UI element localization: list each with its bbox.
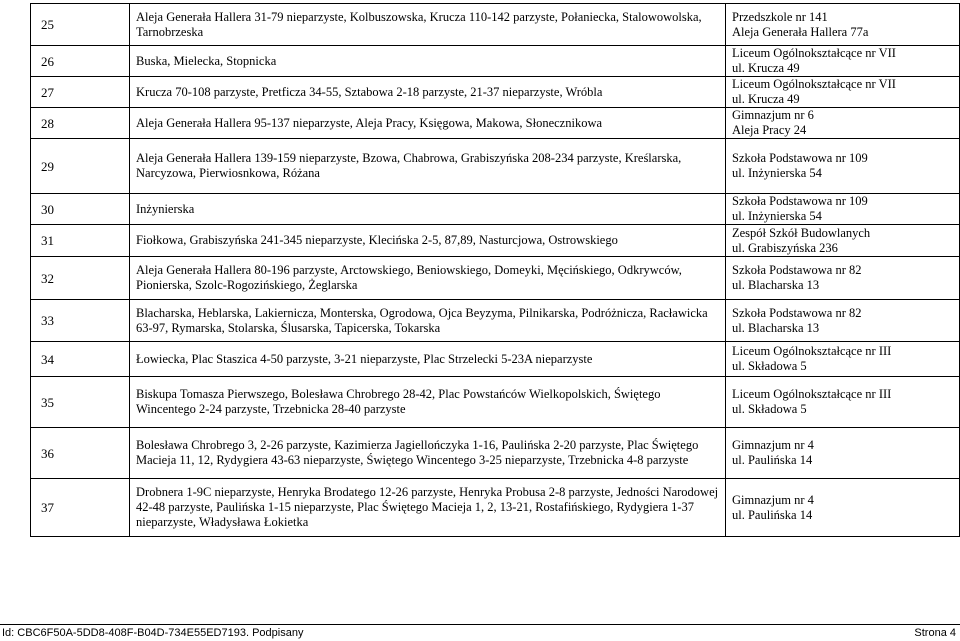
school-cell bbox=[726, 46, 960, 77]
school-name: Przedszkole nr 141 bbox=[732, 9, 828, 24]
street-list: Aleja Generała Hallera 31-79 nieparzyste, Kolbuszowska, Krucza 110-142 parzyste, Połaniecka, Stalowowolska, Tarnobrzeska bbox=[130, 4, 726, 46]
school-address: ul. Składowa 5 bbox=[732, 359, 807, 373]
school-address: ul. Składowa 5 bbox=[732, 402, 807, 416]
table-row bbox=[31, 377, 960, 428]
school-name: Liceum Ogólnokształcące nr III bbox=[732, 387, 892, 401]
table-body bbox=[31, 4, 960, 537]
table-row bbox=[31, 225, 960, 257]
row-number: 28 bbox=[31, 108, 130, 139]
row-number: 26 bbox=[31, 46, 130, 77]
school-name: Liceum Ogólnokształcące nr III bbox=[732, 344, 892, 358]
street-list: Fiołkowa, Grabiszyńska 241-345 nieparzyste, Klecińska 2-5, 87,89, Nasturcjowa, Ostrowskiego bbox=[130, 225, 726, 257]
table-row bbox=[31, 139, 960, 194]
page-footer bbox=[0, 624, 960, 641]
street-list: Aleja Generała Hallera 139-159 nieparzyste, Bzowa, Chabrowa, Grabiszyńska 208-234 parzyste, Kreślarska, Narcyzowa, Pierwiosnkowa, Różana bbox=[130, 139, 726, 194]
school-name: Gimnazjum nr 4 bbox=[732, 438, 814, 452]
table-row bbox=[31, 77, 960, 108]
table-row bbox=[31, 108, 960, 139]
table-row bbox=[31, 300, 960, 342]
school-name: Szkoła Podstawowa nr 82 bbox=[732, 305, 862, 320]
school-address: ul. Krucza 49 bbox=[732, 61, 800, 75]
street-list: Inżynierska bbox=[130, 194, 726, 225]
street-list: Aleja Generała Hallera 95-137 nieparzyste, Aleja Pracy, Księgowa, Makowa, Słonecznikowa bbox=[130, 108, 726, 139]
table-row bbox=[31, 257, 960, 300]
street-list: Krucza 70-108 parzyste, Pretficza 34-55, Sztabowa 2-18 parzyste, 21-37 nieparzyste, Wróbla bbox=[130, 77, 726, 108]
school-name: Szkoła Podstawowa nr 82 bbox=[732, 263, 862, 277]
school-name: Szkoła Podstawowa nr 109 bbox=[732, 194, 868, 208]
school-address: ul. Grabiszyńska 236 bbox=[732, 240, 838, 255]
street-list: Łowiecka, Plac Staszica 4-50 parzyste, 3-21 nieparzyste, Plac Strzelecki 5-23A nieparzyste bbox=[130, 342, 726, 377]
school-address: ul. Krucza 49 bbox=[732, 92, 800, 106]
table-row bbox=[31, 4, 960, 46]
page-number: Strona 4 bbox=[914, 627, 956, 639]
row-number: 33 bbox=[31, 300, 130, 342]
school-address: ul. Inżynierska 54 bbox=[732, 209, 822, 223]
row-number: 27 bbox=[31, 77, 130, 108]
school-cell bbox=[726, 377, 960, 428]
school-name: Liceum Ogólnokształcące nr VII bbox=[732, 77, 896, 91]
street-list: Drobnera 1-9C nieparzyste, Henryka Brodatego 12-26 parzyste, Henryka Probusa 2-8 parzyste, Jedności Narodowej 42-48 parzyste, Paulińska 1-15 nieparzyste, Plac Świętego Macieja 1, 2, 13-21, Rostafińskiego, Rydygiera 1-37 nieparzyste, Władysława Łokietka bbox=[130, 479, 726, 537]
row-number: 35 bbox=[31, 377, 130, 428]
row-number: 32 bbox=[31, 257, 130, 300]
school-cell bbox=[726, 77, 960, 108]
row-number: 36 bbox=[31, 428, 130, 479]
street-list: Blacharska, Heblarska, Lakiernicza, Monterska, Ogrodowa, Ojca Beyzyma, Pilnikarska, Podróżnicza, Racławicka 63-97, Rymarska, Stolarska, Ślusarska, Tapicerska, Tokarska bbox=[130, 300, 726, 342]
school-cell bbox=[726, 108, 960, 139]
school-name: Gimnazjum nr 4 bbox=[732, 492, 814, 507]
document-id-text: Id: CBC6F50A-5DD8-408F-B04D-734E55ED7193. Podpisany bbox=[2, 627, 304, 639]
table-row bbox=[31, 428, 960, 479]
row-number: 31 bbox=[31, 225, 130, 257]
row-number: 25 bbox=[31, 4, 130, 46]
school-cell bbox=[726, 225, 960, 257]
school-cell bbox=[726, 300, 960, 342]
school-cell bbox=[726, 479, 960, 537]
school-address: ul. Blacharska 13 bbox=[732, 320, 820, 335]
school-name: Gimnazjum nr 6 bbox=[732, 108, 814, 122]
row-number: 30 bbox=[31, 194, 130, 225]
table-row bbox=[31, 194, 960, 225]
school-cell bbox=[726, 194, 960, 225]
row-number: 34 bbox=[31, 342, 130, 377]
school-cell bbox=[726, 139, 960, 194]
row-number: 29 bbox=[31, 139, 130, 194]
row-number: 37 bbox=[31, 479, 130, 537]
school-address: Aleja Generała Hallera 77a bbox=[732, 24, 869, 39]
district-table bbox=[30, 3, 960, 537]
school-cell bbox=[726, 428, 960, 479]
school-name: Szkoła Podstawowa nr 109 bbox=[732, 151, 868, 165]
school-name: Liceum Ogólnokształcące nr VII bbox=[732, 46, 896, 60]
street-list: Aleja Generała Hallera 80-196 parzyste, Arctowskiego, Beniowskiego, Domeyki, Męcińskiego, Odkrywców, Pionierska, Szolc-Rogozińskiego, Żeglarska bbox=[130, 257, 726, 300]
table-row bbox=[31, 342, 960, 377]
school-address: ul. Blacharska 13 bbox=[732, 278, 820, 292]
school-cell bbox=[726, 257, 960, 300]
school-address: Aleja Pracy 24 bbox=[732, 123, 807, 137]
table-row bbox=[31, 46, 960, 77]
street-list: Biskupa Tomasza Pierwszego, Bolesława Chrobrego 28-42, Plac Powstańców Wielkopolskich, Świętego Wincentego 2-24 parzyste, Trzebnicka 28-40 parzyste bbox=[130, 377, 726, 428]
school-address: ul. Paulińska 14 bbox=[732, 453, 813, 467]
school-address: ul. Paulińska 14 bbox=[732, 507, 813, 522]
street-list: Buska, Mielecka, Stopnicka bbox=[130, 46, 726, 77]
school-address: ul. Inżynierska 54 bbox=[732, 166, 822, 180]
school-cell bbox=[726, 342, 960, 377]
street-list: Bolesława Chrobrego 3, 2-26 parzyste, Kazimierza Jagiellończyka 1-16, Paulińska 2-20 parzyste, Plac Świętego Macieja 11, 12, Rydygiera 43-63 nieparzyste, Świętego Wincentego 3-25 nieparzyste, Trzebnicka 4-8 parzyste bbox=[130, 428, 726, 479]
school-name: Zespół Szkół Budowlanych bbox=[732, 225, 871, 240]
school-cell bbox=[726, 4, 960, 46]
table-row bbox=[31, 479, 960, 537]
